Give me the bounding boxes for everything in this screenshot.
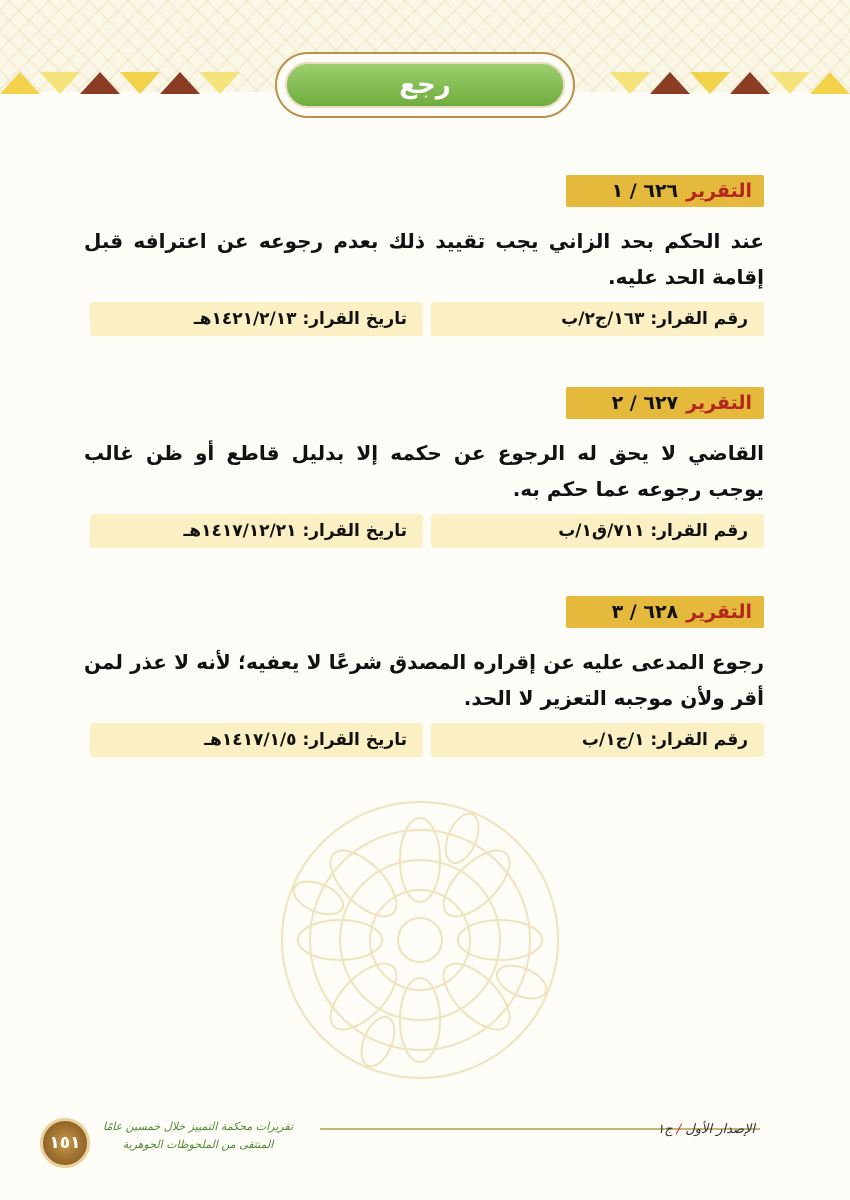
- report-text: القاضي لا يحق له الرجوع عن حكمه إلا بدليل قاطع أو ظن غالب يوجب رجوعه عما حكم به.: [84, 441, 764, 501]
- section-tag-label: التقرير: [686, 601, 752, 623]
- section-tag-number: ٦٢٨ / ٣: [611, 601, 679, 623]
- decision-date: تاريخ القرار: ١٤١٧/١٢/٢١هـ: [90, 514, 423, 548]
- rosette-ornament-icon: [270, 790, 570, 1090]
- volume-part: ج١: [657, 1122, 673, 1137]
- section-tag: [566, 387, 764, 419]
- page-number-badge: ١٥١: [40, 1118, 90, 1168]
- book-title: [98, 1118, 298, 1154]
- book-title-line: تقريرات محكمة التمييز خلال خمسين عامًا: [102, 1120, 294, 1133]
- decision-number: رقم القرار: ١٦٣/ج٢/ب: [431, 302, 764, 336]
- section-tag: [566, 596, 764, 628]
- decision-info-row: [90, 514, 764, 548]
- section-tag-label: التقرير: [686, 180, 752, 202]
- report-text: رجوع المدعى عليه عن إقراره المصدق شرعًا لا يعفيه؛ لأنه لا عذر لمن أقر ولأن موجبه التعزير لا الحد.: [84, 650, 764, 710]
- decision-date: تاريخ القرار: ١٤٢١/٢/١٣هـ: [90, 302, 423, 336]
- decision-number: رقم القرار: ٧١١/ق١/ب: [431, 514, 764, 548]
- volume-separator: /: [676, 1122, 682, 1137]
- volume-label: [615, 1122, 755, 1137]
- section-tag: [566, 175, 764, 207]
- volume-edition: الإصدار الأول: [685, 1122, 755, 1137]
- section-tag-number: ٦٢٦ / ١: [611, 180, 679, 202]
- book-subtitle-line: المنتقى من الملحوظات الجوهرية: [122, 1138, 274, 1151]
- decision-date: تاريخ القرار: ١٤١٧/١/٥هـ: [90, 723, 423, 757]
- page-title: رجع: [285, 62, 565, 108]
- decision-info-row: [90, 302, 764, 336]
- decision-info-row: [90, 723, 764, 757]
- header-plaque: [275, 52, 575, 118]
- section-tag-label: التقرير: [686, 392, 752, 414]
- report-text: عند الحكم بحد الزاني يجب تقييد ذلك بعدم رجوعه عن اعترافه قبل إقامة الحد عليه.: [84, 229, 764, 289]
- decision-number: رقم القرار: ١/ج١/ب: [431, 723, 764, 757]
- section-tag-number: ٦٢٧ / ٢: [611, 392, 679, 414]
